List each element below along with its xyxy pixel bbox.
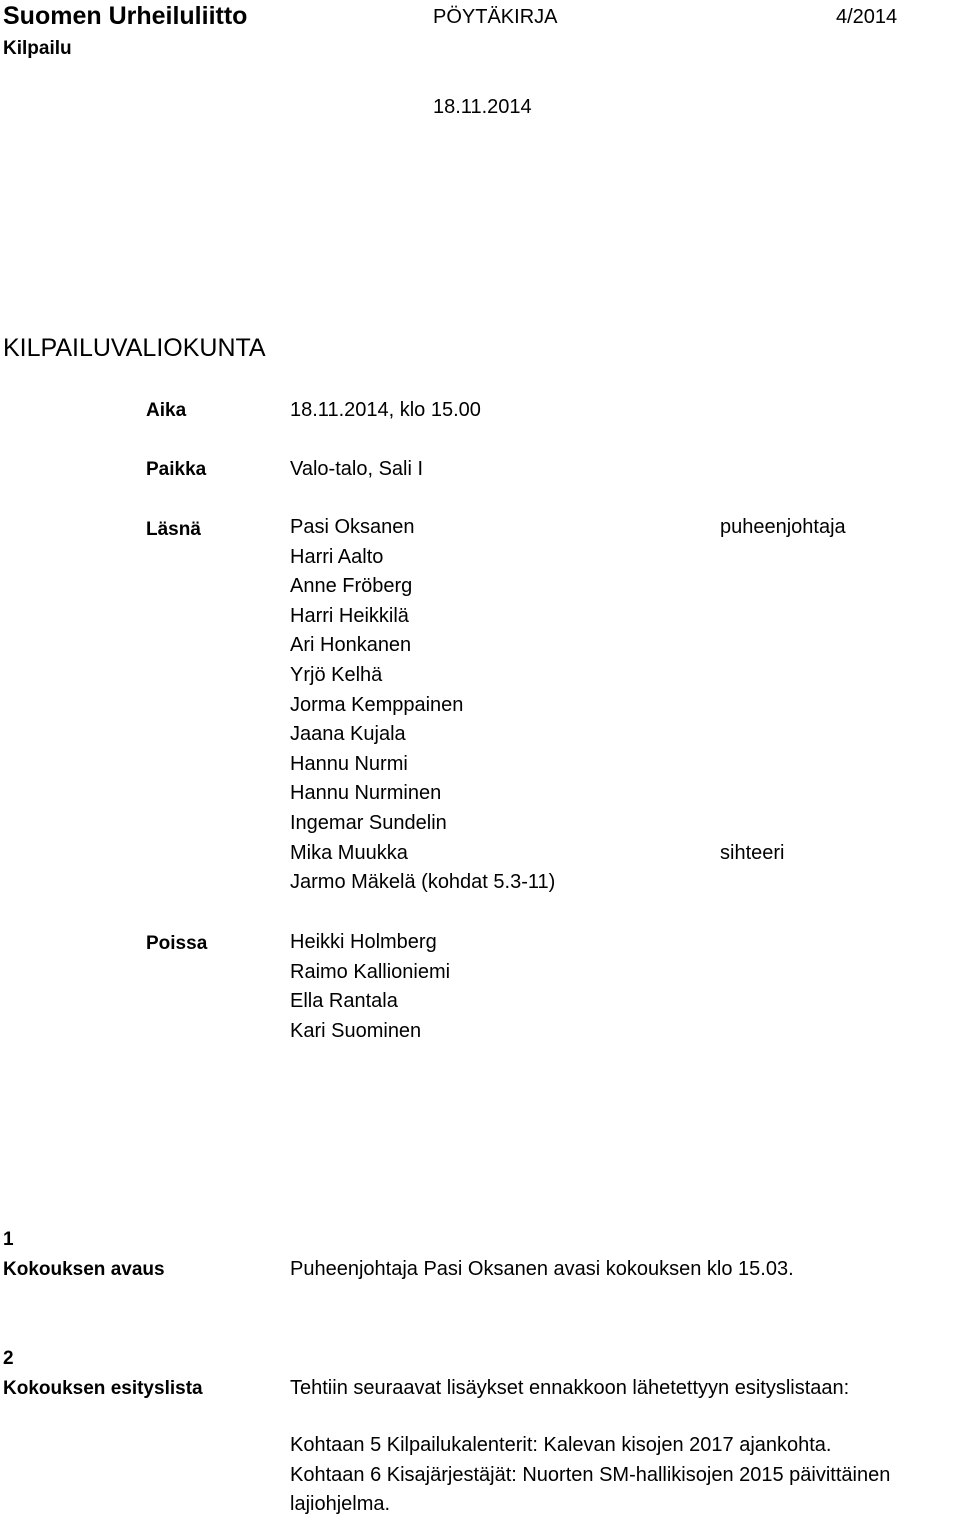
- document-number: 4/2014: [836, 6, 898, 28]
- committee-heading: KILPAILUVALIOKUNTA: [3, 334, 266, 362]
- absentee-name: Ella Rantala: [290, 990, 398, 1013]
- attendee-row: [290, 809, 950, 839]
- attendee-name: Harri Aalto: [290, 545, 384, 568]
- attendee-name: Harri Heikkilä: [290, 604, 409, 627]
- attendee-row: [290, 661, 950, 691]
- attendee-row: [290, 691, 950, 721]
- organization-name: Suomen Urheiluliitto: [3, 2, 248, 30]
- attendee-row: [290, 750, 950, 780]
- attendee-name: Jarmo Mäkelä (kohdat 5.3-11): [290, 871, 556, 894]
- department-name: Kilpailu: [3, 38, 72, 59]
- agenda-addition-line: Kohtaan 6 Kisajärjestäjät: Nuorten SM-hallikisojen 2015 päivittäinen: [290, 1463, 891, 1486]
- attendee-row: [290, 513, 950, 543]
- time-label: Aika: [146, 400, 187, 421]
- item-text: Tehtiin seuraavat lisäykset ennakkoon lähetettyyn esityslistaan:: [290, 1377, 850, 1399]
- attendee-name: Hannu Nurmi: [290, 752, 408, 775]
- item-number: 2: [3, 1348, 14, 1369]
- document-type: PÖYTÄKIRJA: [433, 6, 558, 28]
- attendee-row: [290, 720, 950, 750]
- attendee-name: Jorma Kemppainen: [290, 693, 464, 716]
- time-value: 18.11.2014, klo 15.00: [290, 399, 481, 421]
- attendee-row: [290, 631, 950, 661]
- attendee-row: [290, 572, 950, 602]
- absent-label: Poissa: [146, 933, 208, 954]
- attendee-name: Pasi Oksanen: [290, 516, 415, 538]
- place-value: Valo-talo, Sali I: [290, 458, 424, 480]
- agenda-addition-line: Kohtaan 5 Kilpailukalenterit: Kalevan kisojen 2017 ajankohta.: [290, 1434, 832, 1456]
- attendee-row: [290, 602, 950, 632]
- absentee-name: Raimo Kallioniemi: [290, 960, 451, 983]
- item-title: Kokouksen esityslista: [3, 1378, 203, 1399]
- attendee-name: Hannu Nurminen: [290, 782, 442, 805]
- attendee-row: [290, 868, 950, 898]
- attendee-role: sihteeri: [720, 841, 785, 864]
- attendee-name: Yrjö Kelhä: [290, 663, 383, 686]
- absentee-name: Heikki Holmberg: [290, 931, 437, 953]
- attendee-row: [290, 779, 950, 809]
- place-label: Paikka: [146, 459, 207, 480]
- agenda-additions: [290, 1431, 958, 1520]
- attendee-name: Jaana Kujala: [290, 723, 406, 746]
- attendee-name: Mika Muukka: [290, 841, 408, 864]
- item-title: Kokouksen avaus: [3, 1259, 165, 1280]
- agenda-addition-line: lajiohjelma.: [290, 1493, 391, 1516]
- absentee-name: Kari Suominen: [290, 1019, 422, 1042]
- item-number: 1: [3, 1229, 14, 1250]
- attendee-role: puheenjohtaja: [720, 516, 846, 538]
- present-list: [290, 513, 950, 898]
- attendee-name: Anne Fröberg: [290, 575, 413, 598]
- attendee-row: [290, 543, 950, 573]
- attendee-row: [290, 839, 950, 869]
- absent-list: [290, 928, 950, 1046]
- attendee-name: Ingemar Sundelin: [290, 811, 447, 834]
- document-date: 18.11.2014: [433, 96, 532, 118]
- present-label: Läsnä: [146, 519, 201, 540]
- attendee-name: Ari Honkanen: [290, 634, 412, 657]
- item-text: Puheenjohtaja Pasi Oksanen avasi kokouksen klo 15.03.: [290, 1258, 794, 1280]
